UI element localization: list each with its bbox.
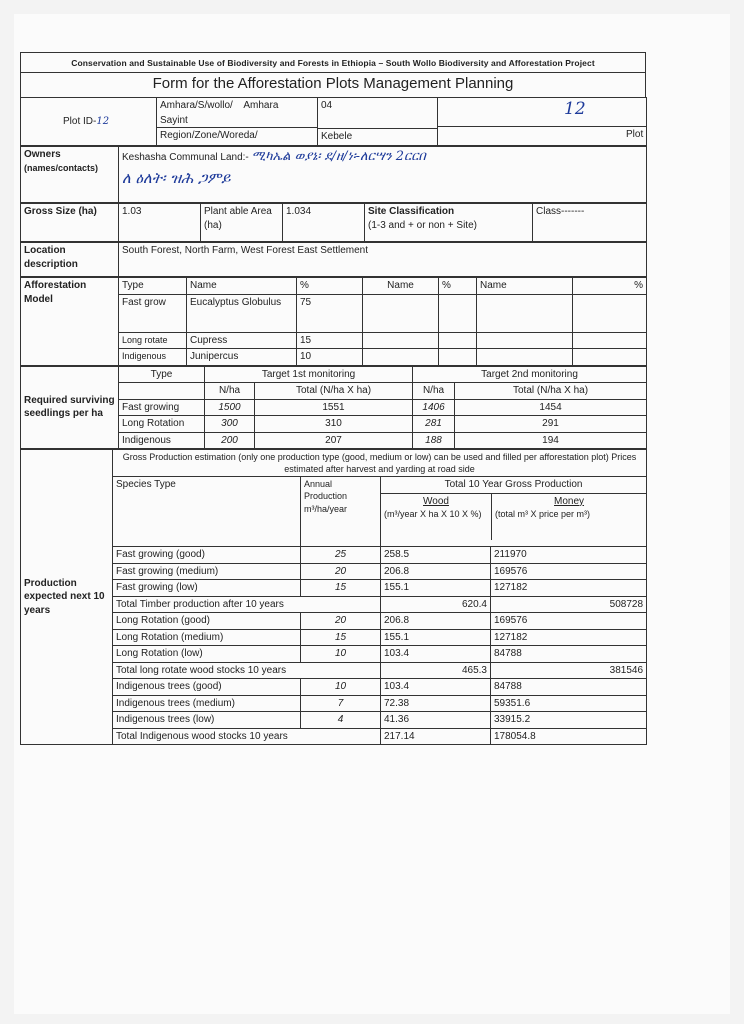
production-species: Indigenous trees (low)	[113, 712, 301, 729]
plot-handwritten: 12	[564, 99, 586, 119]
nha-header-2: N/ha	[413, 383, 455, 400]
money-col	[492, 494, 646, 540]
production-annual: 20	[301, 613, 381, 630]
model-empty-cell	[573, 349, 647, 366]
money-header: Money	[554, 495, 585, 507]
production-annual: 20	[301, 563, 381, 580]
production-total-wood: 217.14	[381, 728, 491, 745]
total-production-header: Total 10 Year Gross Production	[381, 477, 646, 494]
model-empty-cell	[477, 349, 573, 366]
model-header-pct: %	[297, 278, 363, 295]
production-table	[20, 449, 647, 745]
seedlings-blank	[119, 383, 205, 400]
production-species: Fast growing (medium)	[113, 563, 301, 580]
wood-col	[381, 494, 492, 540]
production-money: 59351.6	[491, 695, 647, 712]
seedlings-n1: 1500	[205, 399, 255, 416]
model-pct: 15	[297, 332, 363, 349]
money-sub: (total m³ X price per m³)	[495, 509, 591, 520]
seedlings-n2: 281	[413, 416, 455, 433]
form-header	[20, 52, 646, 97]
seedlings-type: Fast growing	[119, 399, 205, 416]
model-empty-cell	[439, 332, 477, 349]
production-total-money: 178054.8	[491, 728, 647, 745]
production-wood: 206.8	[381, 563, 491, 580]
plot-cell	[438, 98, 647, 146]
production-species: Indigenous trees (good)	[113, 679, 301, 696]
model-type: Indigenous	[119, 349, 187, 366]
production-label: Production expected next 10 years	[21, 450, 113, 745]
model-empty-cell	[363, 294, 439, 332]
wood-header: Wood	[423, 495, 449, 507]
production-money: 211970	[491, 547, 647, 564]
production-annual: 10	[301, 679, 381, 696]
model-pct: 10	[297, 349, 363, 366]
model-type: Fast grow	[119, 294, 187, 332]
seedlings-t1: 207	[255, 432, 413, 449]
total-header: Total (N/ha X ha)	[255, 383, 413, 400]
production-species: Indigenous trees (medium)	[113, 695, 301, 712]
target-1-header: Target 1st monitoring	[205, 366, 413, 383]
production-annual: 4	[301, 712, 381, 729]
model-empty-cell	[573, 332, 647, 349]
production-total-money: 381546	[491, 662, 647, 679]
production-total-money: 508728	[491, 596, 647, 613]
production-annual: 15	[301, 580, 381, 597]
region-value-3: Sayint	[160, 114, 188, 126]
owners-value-cell	[119, 147, 647, 203]
seedlings-t2: 291	[455, 416, 647, 433]
owners-handwritten-2: ለ ዕለት፡ ዝሕ ጋምይ	[122, 168, 231, 187]
model-header-name: Name	[187, 278, 297, 295]
production-total-label: Total long rotate wood stocks 10 years	[113, 662, 381, 679]
owners-label-cell	[21, 147, 119, 203]
model-species: Cupress	[187, 332, 297, 349]
owners-label: Owners	[24, 149, 61, 160]
production-money: 84788	[491, 646, 647, 663]
region-cell	[157, 98, 318, 146]
plot-id-table	[20, 97, 647, 146]
seedlings-t1: 1551	[255, 399, 413, 416]
total-header-2: Total (N/ha X ha)	[455, 383, 647, 400]
production-wood: 258.5	[381, 547, 491, 564]
total-production-cell	[381, 477, 647, 547]
production-wood: 41.36	[381, 712, 491, 729]
afforestation-model-table	[20, 277, 647, 366]
region-value-2: Amhara	[243, 100, 279, 111]
production-annual: 7	[301, 695, 381, 712]
model-header-type: Type	[119, 278, 187, 295]
plot-id-handwritten: 12	[96, 115, 110, 127]
production-annual: 15	[301, 629, 381, 646]
production-species: Long Rotation (low)	[113, 646, 301, 663]
model-empty-cell	[363, 349, 439, 366]
production-species: Long Rotation (good)	[113, 613, 301, 630]
model-type: Long rotate	[119, 332, 187, 349]
model-empty-cell	[363, 332, 439, 349]
production-total-wood: 620.4	[381, 596, 491, 613]
model-species: Junipercus	[187, 349, 297, 366]
production-note: Gross Production estimation (only one production type (good, medium or low) can be used and filled per afforestation plot) Prices estimated after harvest and yarding at road side	[113, 450, 647, 477]
kebele-label: Kebele	[318, 128, 437, 145]
plot-id-label: Plot ID-	[63, 115, 97, 127]
production-total-label: Total Indigenous wood stocks 10 years	[113, 728, 381, 745]
production-wood: 155.1	[381, 580, 491, 597]
owners-handwritten-1: ሚካኤል ወያኔ፡ ደ/ዘ/ነ፡-ለርሣን 2ርርበ	[251, 149, 426, 164]
model-empty-cell	[439, 349, 477, 366]
site-classification-sub: (1-3 and + or non + Site)	[368, 219, 477, 231]
owners-typed: Keshasha Communal Land:-	[122, 152, 249, 163]
site-classification-label: Site Classification	[368, 206, 455, 217]
production-annual: 10	[301, 646, 381, 663]
production-money: 169576	[491, 613, 647, 630]
production-money: 169576	[491, 563, 647, 580]
model-empty-cell	[477, 294, 573, 332]
plantable-area-label: Plant able Area (ha)	[201, 204, 283, 242]
seedlings-t2: 1454	[455, 399, 647, 416]
production-total-wood: 465.3	[381, 662, 491, 679]
production-money: 127182	[491, 629, 647, 646]
production-species: Fast growing (good)	[113, 547, 301, 564]
model-header-pct-2: %	[439, 278, 477, 295]
production-annual: 25	[301, 547, 381, 564]
seedlings-t2: 194	[455, 432, 647, 449]
seedlings-n2: 1406	[413, 399, 455, 416]
gross-size-label: Gross Size (ha)	[21, 204, 119, 242]
model-header-name-3: Name	[477, 278, 573, 295]
target-2-header: Target 2nd monitoring	[413, 366, 647, 383]
form-title: Form for the Afforestation Plots Management Planning	[21, 72, 645, 97]
production-wood: 103.4	[381, 646, 491, 663]
site-classification-cell	[365, 204, 533, 242]
location-value: South Forest, North Farm, West Forest East Settlement	[119, 243, 647, 277]
production-money: 84788	[491, 679, 647, 696]
project-title: Conservation and Sustainable Use of Biodiversity and Forests in Ethiopia – South Wollo Biodiversity and Afforestation Project	[71, 58, 595, 68]
gross-size-value: 1.03	[119, 204, 201, 242]
production-species: Fast growing (low)	[113, 580, 301, 597]
region-value: Amhara/S/wollo/	[160, 100, 233, 111]
seedlings-n1: 300	[205, 416, 255, 433]
plantable-area-value: 1.034	[283, 204, 365, 242]
gross-size-table	[20, 203, 647, 242]
production-money: 127182	[491, 580, 647, 597]
seedlings-n1: 200	[205, 432, 255, 449]
region-label: Region/Zone/Woreda/	[157, 127, 317, 144]
kebele-cell	[318, 98, 438, 146]
location-table	[20, 242, 647, 277]
model-empty-cell	[573, 294, 647, 332]
production-wood: 155.1	[381, 629, 491, 646]
model-empty-cell	[439, 294, 477, 332]
seedlings-label: Required surviving seedlings per ha	[21, 366, 119, 449]
plot-id-cell	[21, 98, 157, 146]
model-header-name-2: Name	[363, 278, 439, 295]
seedlings-n2: 188	[413, 432, 455, 449]
seedlings-table	[20, 366, 647, 450]
seedlings-type: Indigenous	[119, 432, 205, 449]
kebele-value: 04	[321, 100, 333, 111]
planning-form	[20, 52, 646, 745]
owners-sublabel: (names/contacts)	[24, 162, 99, 173]
production-money: 33915.2	[491, 712, 647, 729]
species-type-header: Species Type	[113, 477, 301, 547]
model-header-pct-3: %	[573, 278, 647, 295]
model-empty-cell	[477, 332, 573, 349]
production-total-label: Total Timber production after 10 years	[113, 596, 381, 613]
production-species: Long Rotation (medium)	[113, 629, 301, 646]
afforestation-model-label: Afforestation Model	[21, 278, 119, 366]
production-wood: 206.8	[381, 613, 491, 630]
seedlings-type: Long Rotation	[119, 416, 205, 433]
owners-table	[20, 146, 647, 203]
model-species: Eucalyptus Globulus	[187, 294, 297, 332]
wood-sub: (m³/year X ha X 10 X %)	[384, 509, 482, 520]
plot-label: Plot	[438, 126, 646, 143]
location-label: Location description	[21, 243, 119, 277]
production-wood: 103.4	[381, 679, 491, 696]
seedlings-type-header: Type	[119, 366, 205, 383]
seedlings-t1: 310	[255, 416, 413, 433]
annual-production-header: Annual Production m³/ha/year	[301, 477, 381, 547]
class-label: Class-------	[533, 204, 647, 242]
nha-header: N/ha	[205, 383, 255, 400]
model-pct: 75	[297, 294, 363, 332]
production-wood: 72.38	[381, 695, 491, 712]
